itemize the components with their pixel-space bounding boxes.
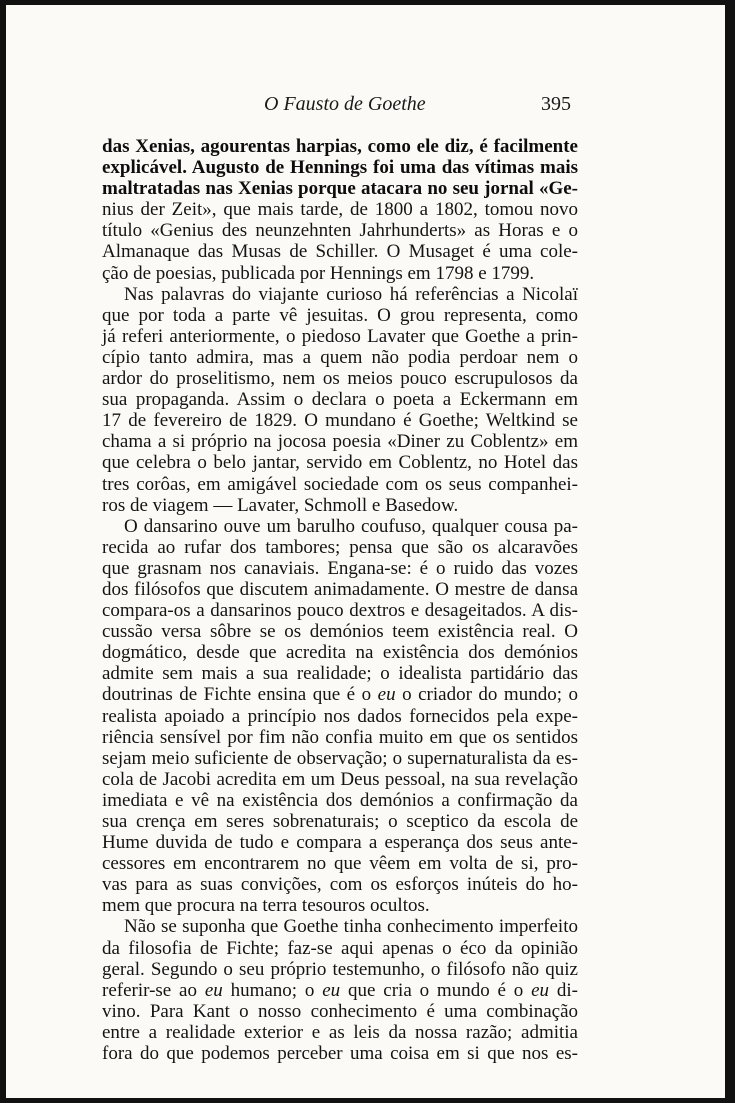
italic-word: eu: [377, 684, 396, 706]
text-line: riência sensível por fim não confia muito em que os sentidos: [102, 726, 578, 748]
italic-word: eu: [204, 979, 223, 1001]
text-line: que por toda a parte vê jesuitas. O grou representa, como: [102, 304, 578, 326]
text-line: cessores em encontrarem no que vêem em volta de si, pro-: [102, 853, 578, 875]
text-line: que grasnam nos canaviais. Engana-se: é o ruido das vozes: [102, 557, 578, 579]
text-line: cola de Jacobi acredita em um Deus pessoal, na sua revelação: [102, 768, 578, 790]
running-title: O Fausto de Goethe: [264, 93, 426, 115]
text-line: recida ao rufar dos tambores; pensa que são os alcaravões: [102, 536, 578, 558]
text-line: sua propaganda. Assim o declara o poeta a Eckermann em: [102, 389, 578, 411]
text-line: das Xenias, agourentas harpias, como ele diz, é facilmente: [102, 136, 578, 157]
text-line: doutrinas de Fichte ensina que é o eu o criador do mundo; o: [102, 684, 579, 706]
text-line: nius der Zeit», que mais tarde, de 1800 a 1802, tomou novo: [102, 199, 578, 221]
text-line: ros de viagem — Lavater, Schmoll e Basedow.: [102, 494, 459, 516]
text-line: cípio tanto admira, mas a quem não podia perdoar nem o: [102, 346, 578, 368]
text-line: entre a realidade exterior e as leis da nossa razão; admitia: [102, 1021, 578, 1043]
text-line: Nas palavras do viajante curioso há referências a Nicolaï: [124, 283, 578, 305]
text-line: geral. Segundo o seu próprio testemunho, o filósofo não quiz: [102, 958, 578, 980]
text-line: realista apoiado a princípio nos dados fornecidos pela expe-: [102, 705, 578, 727]
text-line: maltratadas nas Xenias porque atacara no seu jornal «Ge-: [102, 178, 578, 200]
page-number: 395: [541, 93, 571, 115]
text-line: compara-os a dansarinos pouco dextros e desageitados. A dis-: [102, 600, 578, 622]
text-line: ardor do proselitismo, nem os meios pouco escrupulosos da: [102, 368, 578, 390]
text-line: dos filósofos que discutem animadamente. O mestre de dansa: [102, 578, 578, 600]
text-line: tres corôas, em amigável sociedade com os seus companhei-: [102, 473, 578, 495]
italic-word: eu: [531, 979, 550, 1001]
text-line: vino. Para Kant o nosso conhecimento é uma combinação: [102, 1000, 578, 1022]
text-line: Hume duvida de tudo e compara a esperança dos seus ante-: [102, 832, 578, 854]
text-line: O dansarino ouve um barulho coufuso, qualquer cousa pa-: [124, 515, 578, 537]
text-line: ção de poesias, publicada por Hennings em 1798 e 1799.: [102, 262, 535, 284]
text-line: sua crença em seres sobrenaturais; o sceptico da escola de: [102, 811, 578, 832]
text-line: dogmático, desde que acredita na existência dos demónios: [102, 642, 578, 664]
body-text: [102, 136, 578, 1064]
text-line: que celebra o belo jantar, servido em Coblentz, no Hotel das: [102, 452, 578, 474]
text-line: título «Genius des neunzehnten Jahrhunderts» as Horas e o: [102, 220, 578, 242]
text-line: da filosofia de Fichte; faz-se aqui apenas o éco da opinião: [102, 937, 578, 959]
text-line: Almanaque das Musas de Schiller. O Musaget é uma cole-: [102, 241, 578, 263]
text-line: vas para as suas convições, com os esforços inúteis do ho-: [102, 874, 578, 896]
text-line: admite sem mais a sua realidade; o idealista partidário das: [102, 663, 578, 685]
text-line: sejam meio suficiente de observação; o supernaturalista da es-: [102, 747, 578, 769]
text-line: referir-se ao eu humano; o eu que cria o mundo é o eu di-: [102, 979, 578, 1001]
text-line: fora do que podemos perceber uma coisa em si que nos es-: [102, 1043, 578, 1065]
italic-word: eu: [322, 979, 341, 1001]
text-line: imediata e vê na existência dos demónios a confirmação da: [102, 789, 578, 811]
text-line: mem que procura na terra tesouros ocultos.: [102, 895, 430, 917]
text-line: 17 de fevereiro de 1829. O mundano é Goethe; Weltkind se: [102, 410, 578, 432]
text-line: já referi anteriormente, o piedoso Lavater que Goethe a prin-: [102, 325, 578, 347]
text-line: explicável. Augusto de Hennings foi uma das vítimas mais: [102, 157, 578, 179]
text-line: chama a si próprio na jocosa poesia «Diner zu Coblentz» em: [102, 431, 578, 453]
text-line: Não se suponha que Goethe tinha conhecimento imperfeito: [124, 916, 578, 938]
text-line: cussão versa sôbre se os demónios teem existência real. O: [102, 621, 578, 643]
